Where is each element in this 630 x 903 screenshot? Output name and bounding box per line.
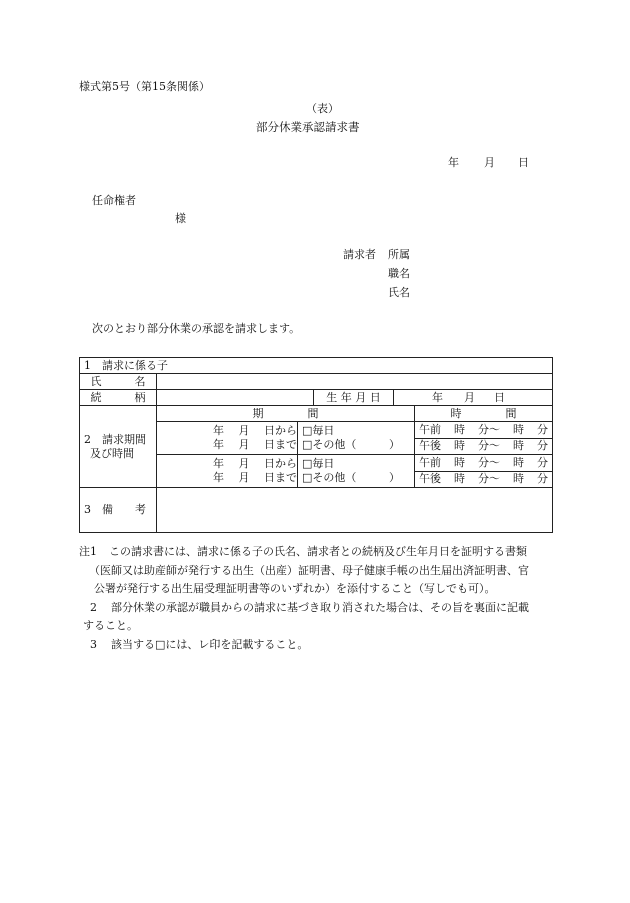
child-name-label: 氏 名 xyxy=(80,374,157,390)
addressee-label: 任命権者 xyxy=(92,194,136,207)
note-2-text-1: 部分休業の承認が職員からの請求に基づき取り消された場合は、その旨を裏面に記載 xyxy=(111,600,529,614)
option-other-2[interactable]: □その他（ xyxy=(302,471,357,484)
note-2-line-1 xyxy=(79,599,559,618)
note-3-text-1: 該当する□には、レ印を記載すること。 xyxy=(111,637,309,651)
time-am-label-2: 午前 xyxy=(419,455,441,469)
form-number: 様式第5号（第15条関係） xyxy=(79,80,210,93)
section1-heading: 1 請求に係る子 xyxy=(80,358,553,374)
time-pm-minute2-2: 分 xyxy=(537,472,548,486)
option-daily-1[interactable]: □毎日 xyxy=(302,424,335,437)
option-other-close-1: ） xyxy=(389,438,400,451)
section2-heading-line2: 及び時間 xyxy=(90,446,134,460)
birth-year-label: 年 xyxy=(432,390,443,404)
period-options-2[interactable] xyxy=(298,455,415,488)
time-am-hour2-1: 時 xyxy=(513,422,524,436)
option-other-1[interactable]: □その他（ xyxy=(302,438,357,451)
period-1-from-month: 月 xyxy=(238,424,250,437)
period-header: 期 間 xyxy=(157,406,415,422)
period-1-to-month: 月 xyxy=(238,438,250,451)
note-1-line-1 xyxy=(79,543,559,562)
time-pm-2[interactable] xyxy=(415,471,553,488)
time-am-minute-2: 分〜 xyxy=(478,455,500,469)
time-pm-label-1: 午後 xyxy=(419,439,441,453)
time-pm-minute2-1: 分 xyxy=(537,439,548,453)
section3-heading: 3 備 考 xyxy=(80,488,157,533)
addressee-honorific: 様 xyxy=(175,212,186,225)
time-am-1[interactable] xyxy=(415,422,553,439)
child-relation-label: 続 柄 xyxy=(80,390,157,406)
date-day-label: 日 xyxy=(518,156,529,169)
time-am-hour-1: 時 xyxy=(454,422,465,436)
time-pm-minute-1: 分〜 xyxy=(478,439,500,453)
period-1-to-day: 日まで xyxy=(264,438,297,451)
time-am-hour-2: 時 xyxy=(454,455,465,469)
time-pm-minute-2: 分〜 xyxy=(478,472,500,486)
section2-heading xyxy=(80,406,157,488)
time-pm-hour-2: 時 xyxy=(454,472,465,486)
child-birth-field[interactable] xyxy=(394,390,553,406)
note-1-line-2: （医師又は助産師が発行する出生（出産）証明書、母子健康手帳の出生届出済証明書、官 xyxy=(89,563,529,577)
period-2-from-year: 年 xyxy=(213,457,224,470)
time-pm-hour2-2: 時 xyxy=(513,472,524,486)
child-birth-label: 生 年 月 日 xyxy=(314,390,394,406)
note-1-line-3: 公署が発行する出生届受理証明書等のいずれか）を添付すること（写しでも可）。 xyxy=(94,582,496,595)
note-3-line-1 xyxy=(79,636,559,655)
period-2-from-day: 日から xyxy=(264,457,297,470)
option-other-close-2: ） xyxy=(389,471,400,484)
time-am-minute2-1: 分 xyxy=(537,422,548,436)
period-2-from-month: 月 xyxy=(238,457,250,470)
period-dates-2[interactable] xyxy=(157,455,298,488)
period-options-1[interactable] xyxy=(298,422,415,455)
period-2-to-year: 年 xyxy=(213,471,224,484)
date-month-label: 月 xyxy=(484,156,495,169)
period-1-to-year: 年 xyxy=(213,438,224,451)
requester-name-label: 氏名 xyxy=(388,286,410,299)
time-pm-hour2-1: 時 xyxy=(513,439,524,453)
requester-affiliation-label: 所属 xyxy=(388,248,410,261)
child-name-field[interactable] xyxy=(157,374,553,390)
time-am-hour2-2: 時 xyxy=(513,455,524,469)
intro-text: 次のとおり部分休業の承認を請求します。 xyxy=(92,322,301,335)
child-relation-field[interactable] xyxy=(157,390,314,406)
time-am-2[interactable] xyxy=(415,455,553,472)
requester-label: 請求者 xyxy=(343,248,376,261)
note-1-prefix: 注1 xyxy=(79,545,97,558)
option-daily-2[interactable]: □毎日 xyxy=(302,457,335,470)
notes xyxy=(79,543,559,654)
time-am-label-1: 午前 xyxy=(419,422,441,436)
note-3-prefix: 3 xyxy=(90,637,97,651)
period-1-from-day: 日から xyxy=(264,424,297,437)
note-1-text-1: この請求書には、請求に係る子の氏名、請求者との続柄及び生年月日を証明する書類 xyxy=(109,545,527,558)
note-2-prefix: 2 xyxy=(90,600,97,614)
time-am-minute2-2: 分 xyxy=(537,455,548,469)
period-2-to-day: 日まで xyxy=(264,471,297,484)
period-1-from-year: 年 xyxy=(213,424,224,437)
page-title: 部分休業承認請求書 xyxy=(256,120,360,134)
birth-month-label: 月 xyxy=(464,390,475,404)
period-dates-1[interactable] xyxy=(157,422,298,455)
time-header: 時 間 xyxy=(415,406,553,422)
section2-heading-line1: 2 請求期間 xyxy=(84,432,146,446)
time-pm-label-2: 午後 xyxy=(419,472,441,486)
note-2-line-2: すること。 xyxy=(83,619,138,632)
requester-position-label: 職名 xyxy=(388,267,410,280)
date-year-label: 年 xyxy=(448,156,459,169)
time-pm-hour-1: 時 xyxy=(454,439,465,453)
time-pm-1[interactable] xyxy=(415,438,553,455)
time-am-minute-1: 分〜 xyxy=(478,422,500,436)
birth-day-label: 日 xyxy=(494,390,505,404)
remarks-field[interactable] xyxy=(157,488,553,533)
form-side-label: （表） xyxy=(306,102,339,115)
period-2-to-month: 月 xyxy=(238,471,250,484)
request-form-table xyxy=(79,357,553,533)
